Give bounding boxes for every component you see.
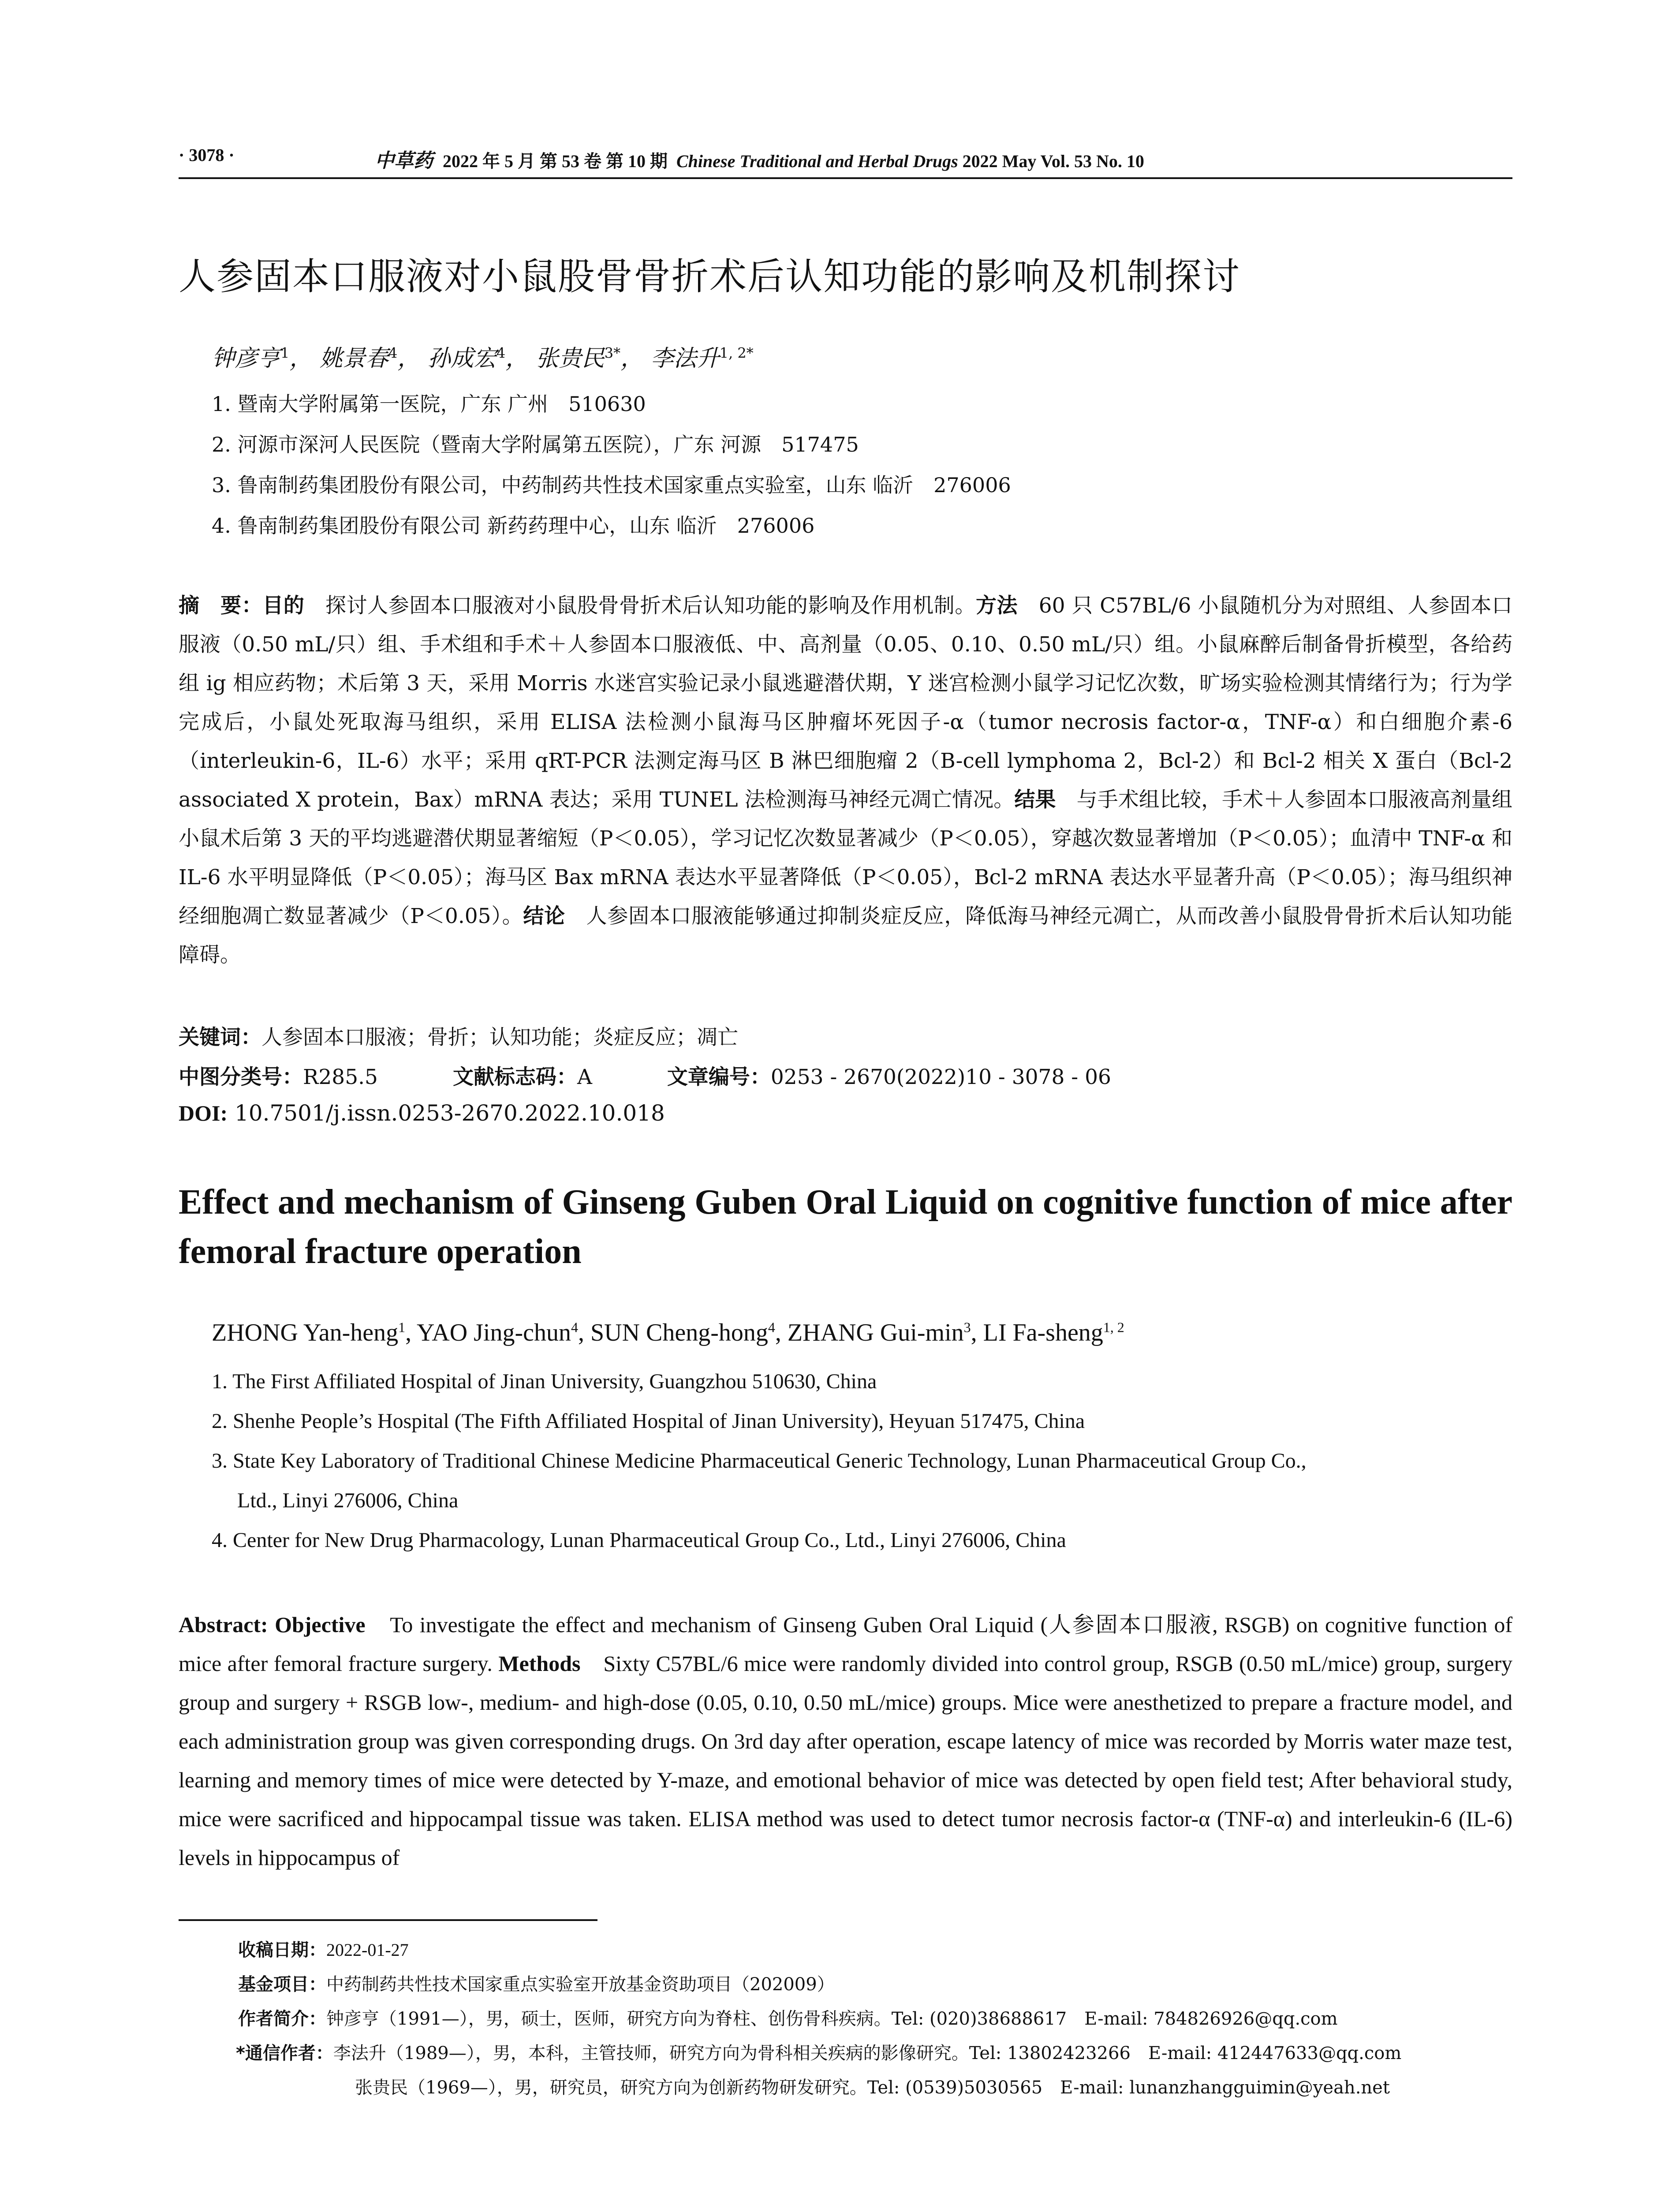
results-label-cn: 结果 [1014,788,1056,812]
authors-cn [212,340,754,373]
doi-line [179,1100,665,1126]
author-affil-mark: 3* [604,344,621,362]
bio-label: 作者简介： [238,2009,326,2029]
author-en: LI Fa-sheng [983,1319,1103,1346]
clc-label: 中图分类号： [179,1065,303,1089]
affiliation-cn: 3. 鲁南制药集团股份有限公司，中药制药共性技术国家重点实验室，山东 临沂 276006 [212,473,1011,497]
keywords-label: 关键词： [179,1025,261,1050]
abstract-label-en: Abstract: Objective [179,1612,366,1637]
issue-en: 2022 May Vol. 53 No. 10 [962,151,1144,171]
corresponding-1: 李法升（1989—），男，本科，主管技师，研究方向为骨科相关疾病的影像研究。Tel: 13802423266 E-mail: 412447633@qq.com [333,2043,1402,2063]
author-affil-mark: 4 [768,1319,775,1335]
doi-value: 10.7501/j.issn.0253-2670.2022.10.018 [228,1100,665,1126]
affiliation-cn: 2. 河源市深河人民医院（暨南大学附属第五医院），广东 河源 517475 [212,433,859,456]
affiliation-cn: 4. 鲁南制药集团股份有限公司 新药药理中心，山东 临沂 276006 [212,514,815,538]
footnote-corresponding-2: 张贵民（1969—），男，研究员，研究方向为创新药物研发研究。Tel: (0539)5030565 E-mail: lunanzhangguimin@yeah.net [355,2078,1390,2098]
author-affil-mark: 1 [280,344,290,362]
objective-text-en: To investigate the effect and mechanism of Ginseng Guben Oral Liquid (人参固本口服液, RSGB) on cognitive function of mice after femoral fracture surgery. [179,1612,1512,1676]
author-affil-mark: 1, 2 [1103,1319,1124,1335]
author-sep: , [971,1319,983,1346]
affiliation-en-continued [212,1488,458,1513]
keywords-line [179,1021,738,1050]
footnote-rule [179,1919,597,1921]
results-text-cn: 与手术组比较，手术＋人参固本口服液高剂量组小鼠术后第 3 天的平均逃避潜伏期显著缩短（P＜0.05），学习记忆次数显著减少（P＜0.05），穿越次数显著增加（P＜0.05）；血清中 TNF-α 和 IL-6 水平明显降低（P＜0.05）；海马区 Bax mRNA 表达水平显著降低（P＜0.05），Bcl-2 mRNA 表达水平显著升高（P＜0.05）；海马组织神经细胞凋亡数显著减少（P＜0.05）。 [179,788,1513,928]
issue-cn: 2022 年 5 月 第 53 卷 第 10 期 [443,151,668,171]
author-affil-mark: 1, 2* [719,344,754,362]
conclusion-label-cn: 结论 [523,904,565,928]
conclusion-text-cn: 人参固本口服液能够通过抑制炎症反应，降低海马神经元凋亡，从而改善小鼠股骨骨折术后认知功能障碍。 [179,904,1513,967]
doccode-label: 文献标志码： [452,1065,577,1089]
author-en: ZHONG Yan-heng [212,1319,399,1346]
author-en: YAO Jing-chun [417,1319,571,1346]
author-sep: , [405,1319,417,1346]
authors-en [212,1319,1124,1347]
author-affil-mark: 4 [388,344,398,362]
doccode-value: A [577,1065,592,1089]
author-sep: ， [505,345,529,372]
clc-value: R285.5 [303,1065,378,1089]
article-no-value: 0253 - 2670(2022)10 - 3078 - 06 [770,1065,1111,1089]
abstract-cn [179,587,1512,975]
affiliation-en-cont-text: Ltd., Linyi 276006, China [237,1489,459,1512]
objective-label-cn: 目的 [262,594,305,618]
affiliation-en: 1. The First Affiliated Hospital of Jinan University, Guangzhou 510630, China [212,1370,877,1393]
fund-text: 中药制药共性技术国家重点实验室开放基金资助项目（202009） [326,1974,835,1995]
author-cn: 张贵民 [535,345,605,372]
abstract-label-cn: 摘 要： [179,594,263,618]
author-sep: , [578,1319,590,1346]
keywords-text: 人参固本口服液；骨折；认知功能；炎症反应；凋亡 [261,1025,738,1050]
affiliation-en: 4. Center for New Drug Pharmacology, Lunan Pharmaceutical Group Co., Ltd., Linyi 276006, China [212,1529,1066,1552]
journal-name-en: Chinese Traditional and Herbal Drugs [676,151,958,171]
author-sep: ， [620,345,644,372]
article-no-label: 文章编号： [667,1065,771,1089]
author-sep: ， [289,345,313,372]
fund-label: 基金项目： [238,1974,326,1995]
methods-text-en: Sixty C57BL/6 mice were randomly divided into control group, RSGB (0.50 mL/mice) group, surgery group and surgery + RSGB low-, medium- and high-dose (0.05, 0.10, 0.50 mL/mice) groups. Mice were anesthetized to prepare a fracture model, and each administration group was given corresponding drugs. On 3rd day after operation, escape latency of mice was recorded by Morris water maze test, learning and memory times of mice were detected by Y-maze, and emotional behavior of mice was detected by open field test; After behavioral study, mice were sacrificed and hippocampal tissue was taken. ELISA method was used to detect tumor necrosis factor-α (TNF-α) and interleukin-6 (IL-6) levels in hippocampus of [179,1651,1513,1870]
author-sep: , [775,1319,788,1346]
title-en: Effect and mechanism of Ginseng Guben Oral Liquid on cognitive function of mice after femoral fracture operation [179,1183,1512,1271]
page-number: · 3078 · [179,145,235,165]
objective-text-cn: 探讨人参固本口服液对小鼠股骨骨折术后认知功能的影响及作用机制。 [304,594,976,618]
author-affil-mark: 4 [496,344,506,362]
author-cn: 孙成宏 [427,345,497,372]
author-affil-mark: 4 [571,1319,578,1335]
bio-text: 钟彦亨（1991—），男，硕士，医师，研究方向为脊柱、创伤骨科疾病。Tel: (020)38688617 E-mail: 784826926@qq.com [326,2009,1338,2029]
affiliation-en: 3. State Key Laboratory of Traditional Chinese Medicine Pharmaceutical Generic Technology, Lunan Pharmaceutical Group Co., [212,1449,1307,1472]
author-affil-mark: 3 [963,1319,971,1335]
author-cn: 姚景春 [319,345,388,372]
footnote-corresponding [236,2039,1401,2064]
header-rule [179,177,1512,179]
journal-issue-line [375,145,1144,173]
methods-text-cn: 60 只 C57BL/6 小鼠随机分为对照组、人参固本口服液（0.50 mL/只）组、手术组和手术＋人参固本口服液低、中、高剂量（0.05、0.10、0.50 mL/只）组。小鼠麻醉后制备骨折模型，各给药组 ig 相应药物；术后第 3 天，采用 Morris 水迷宫实验记录小鼠逃避潜伏期，Y 迷宫检测小鼠学习记忆次数，旷场实验检测其情绪行为；行为学完成后，小鼠处死取海马组织，采用 ELISA 法检测小鼠海马区肿瘤坏死因子-α（tumor necrosis factor-α，TNF-α）和白细胞介素-6（interleukin-6，IL-6）水平；采用 qRT-PCR 法测定海马区 B 淋巴细胞瘤 2（B-cell lymphoma 2，Bcl-2）和 Bcl-2 相关 X 蛋白（Bcl-2 associated X protein，Bax）mRNA 表达；采用 TUNEL 法检测海马神经元凋亡情况。 [179,594,1512,812]
running-header [179,140,1512,171]
abstract-en [179,1605,1512,1877]
author-en: SUN Cheng-hong [590,1319,768,1346]
received-label: 收稿日期： [238,1940,326,1960]
author-sep: ， [397,345,421,372]
footnote-received [238,1936,409,1961]
corresponding-label: *通信作者： [236,2043,333,2063]
received-date: 2022-01-27 [326,1940,409,1960]
footnote-author-bio [238,2005,1338,2030]
author-en: ZHANG Gui-min [787,1319,964,1346]
affiliation-en: 2. Shenhe People’s Hospital (The Fifth Affiliated Hospital of Jinan University), Heyuan 517475, China [212,1409,1085,1433]
author-affil-mark: 1 [398,1319,406,1335]
journal-brand-cn: 中草药 [375,149,433,172]
doi-label: DOI: [179,1101,228,1125]
footnote-fund [238,1970,835,1996]
title-cn: 人参固本口服液对小鼠股骨骨折术后认知功能的影响及机制探讨 [179,255,1241,298]
author-cn: 李法升 [650,345,720,372]
methods-label-en: Methods [498,1651,581,1676]
author-cn: 钟彦亨 [212,345,281,372]
classification-line [179,1061,1111,1090]
affiliation-cn: 1. 暨南大学附属第一医院，广东 广州 510630 [212,392,646,416]
methods-label-cn: 方法 [975,594,1018,618]
